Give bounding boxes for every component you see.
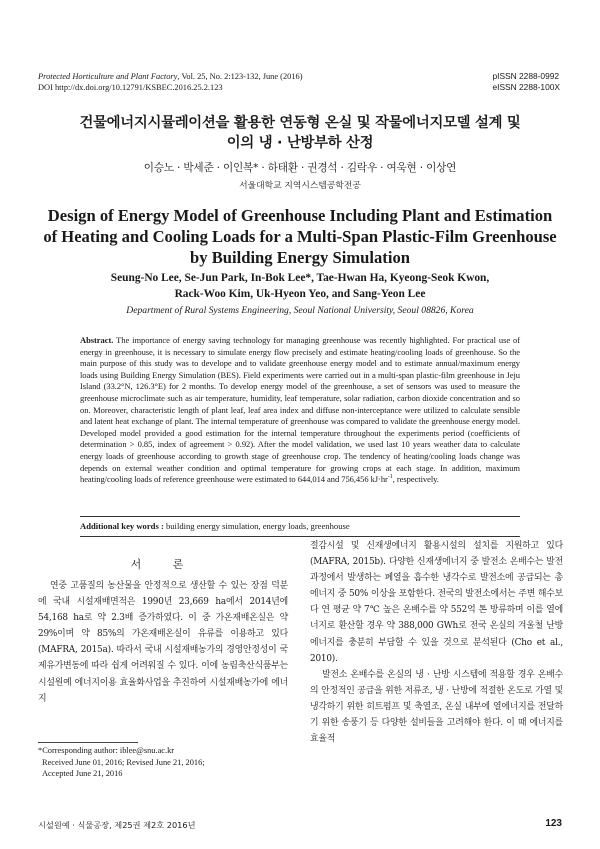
english-title-line1: Design of Energy Model of Greenhouse Including Plant and Estimation (47, 206, 553, 225)
journal-volume: , Vol. 25, No. 2:123-132, June (2016) (177, 72, 303, 81)
abstract-unit-sup: -1 (387, 474, 393, 481)
received-date: Received June 01, 2016; Revised June 21, 2016; (42, 757, 205, 767)
keywords-top-rule (80, 516, 520, 517)
right-paragraph-1: 절감시설 및 신재생에너지 활용시설의 설치를 지원하고 있다 (MAFRA, 2015b). 다양한 신재생에너지 중 발전소 온배수는 발전과정에서 발생하는 폐열을 흡수한 냉각수로 발전소에 공급되는 총 에너지 중 50% 이상을 포함한다. 전국의 발전소에서는 주변 해수보다 연 평균 약 7℃ 높은 온배수를 약 552억 톤 방류하며 이를 열에너지로 환산할 경우 약 388,000 GWh로 전국 온실의 겨울철 난방에너지를 충분히 부담할 수 있을 것으로 분석된다 (Cho et al., 2010). (310, 541, 563, 664)
abstract (80, 335, 520, 486)
footnote (38, 745, 205, 780)
keywords-text: building energy simulation, energy loads, greenhouse (163, 521, 350, 531)
korean-title-line1: 건물에너지시뮬레이션을 활용한 연동형 온실 및 작물에너지모델 설계 및 (79, 115, 521, 131)
keywords (80, 521, 520, 531)
accepted-date: Accepted June 21, 2016 (42, 769, 123, 779)
journal-name: Protected Horticulture and Plant Factory (38, 72, 178, 81)
english-authors-line2: Rack-Woo Kim, Uk-Hyeon Yeo, and Sang-Yeon Lee (174, 288, 426, 300)
issn-block (492, 71, 560, 93)
english-authors (40, 270, 560, 302)
section-heading-introduction: 서 론 (130, 558, 198, 571)
eissn: eISSN 2288-100X (492, 82, 560, 92)
doi-link[interactable]: DOI http://dx.doi.org/10.12791/KSBEC.2016.25.2.123 (38, 83, 223, 92)
english-affiliation: Department of Rural Systems Engineering, Seoul National University, Seoul 08826, Korea (126, 305, 474, 316)
abstract-tail: , respectively. (392, 474, 439, 485)
footer-journal: 시설원예 · 식물공장, 제25권 제2호 2016년 (38, 820, 196, 830)
abstract-text: The importance of energy saving technology for managing greenhouse was recently highlighted. For practical use of energy in greenhouse, it is necessary to simulate energy flow precisely and estimate heating/cooling loads of greenhouse. So the main purpose of this study was to develope and to validate greenhouse energy model and to estimate annual/maximum energy loads using Building Energy Simulation (BES). Field experiments were carried out in a multi-span plastic-film greenhouse in Jeju Island (33.2°N, 126.3°E) for 2 months. To develop energy model of the greenhouse, a set of sensors was used to measure the greenhouse microclimate such as air temperature, humidity, leaf temperature, solar radiation, carbon dioxide concentration and so on. Moreover, characteristic length of plant leaf, leaf area index and diffuse non-interceptance were utilized to calculate sensible and latent heat exchange of plant. The internal temperature of greenhouse was compared to validate the greenhouse energy model. Developed model provided a good estimation for the internal temperature throughout the experiments period (coefficients of determination > 0.85, index of agreement > 0.92). After the model validation, we used last 10 years weather data to calculate energy loads of greenhouse according to growth stage of greenhouse crop. The tendency of heating/cooling loads change was depends on external weather condition and optimal temperature for growing crops at each stage. In addition, maximum heating/cooling loads of reference greenhouse were estimated to 644,014 and 756,456 kJ·hr (80, 335, 520, 485)
english-title-line2: of Heating and Cooling Loads for a Multi-Span Plastic-Film Greenhouse (43, 227, 557, 246)
pissn: pISSN 2288-0992 (492, 71, 560, 81)
footnote-rule (38, 742, 138, 743)
korean-authors: 이승노 · 박세준 · 이인복* · 하태환 · 권경석 · 김락우 · 여욱현 · 이상연 (143, 162, 457, 174)
korean-title-line2: 이의 냉 · 난방부하 산정 (226, 135, 374, 151)
corresponding-author: *Corresponding author: iblee@snu.ac.kr (38, 746, 175, 755)
right-paragraph-2: 발전소 온배수를 온실의 냉 · 난방 시스템에 적용할 경우 온배수의 안정적인 공급을 위한 저류조, 냉 · 난방에 적절한 온도로 가열 및 냉각하기 위한 히트펌프 및 축열조, 온실 내부에 열에너지를 전달하기 위한 송풍기 등 다양한 설비들을 고려해야 한다. 이 때 에너지를 효율적 (310, 669, 563, 745)
right-column (310, 538, 563, 747)
keywords-bottom-rule (80, 536, 520, 537)
korean-title (20, 113, 580, 153)
abstract-label: Abstract. (80, 335, 114, 345)
english-authors-line1: Seung-No Lee, Se-Jun Park, In-Bok Lee*, Tae-Hwan Ha, Kyeong-Seok Kwon, (110, 272, 490, 284)
english-title-line3: by Building Energy Simulation (190, 248, 410, 267)
korean-affiliation: 서울대학교 지역시스템공학전공 (239, 181, 361, 191)
left-paragraph: 연중 고품질의 농산물을 안정적으로 생산할 수 있는 장점 덕분에 국내 시설재배면적은 1990년 23,669 ha에서 2014년에 54,168 ha로 약 2.3배 증가하였다. 이 중 가온재배온실은 약 29%이며 약 85%의 가온재배온실이 유류를 이용하고 있다 (MAFRA, 2015a). 따라서 국내 시설재배농가의 경영안정성이 국제유가변동에 따라 쉽게 어려워질 수 있다. 이에 농림축산식품부는 시설원예 에너지이용 효율화사업을 추진하여 시설재배농가에 에너지 (38, 581, 288, 704)
left-column (38, 578, 288, 707)
english-title (40, 205, 560, 268)
keywords-label: Additional key words : (80, 521, 164, 531)
journal-citation (38, 71, 303, 93)
page-number: 123 (545, 818, 562, 829)
